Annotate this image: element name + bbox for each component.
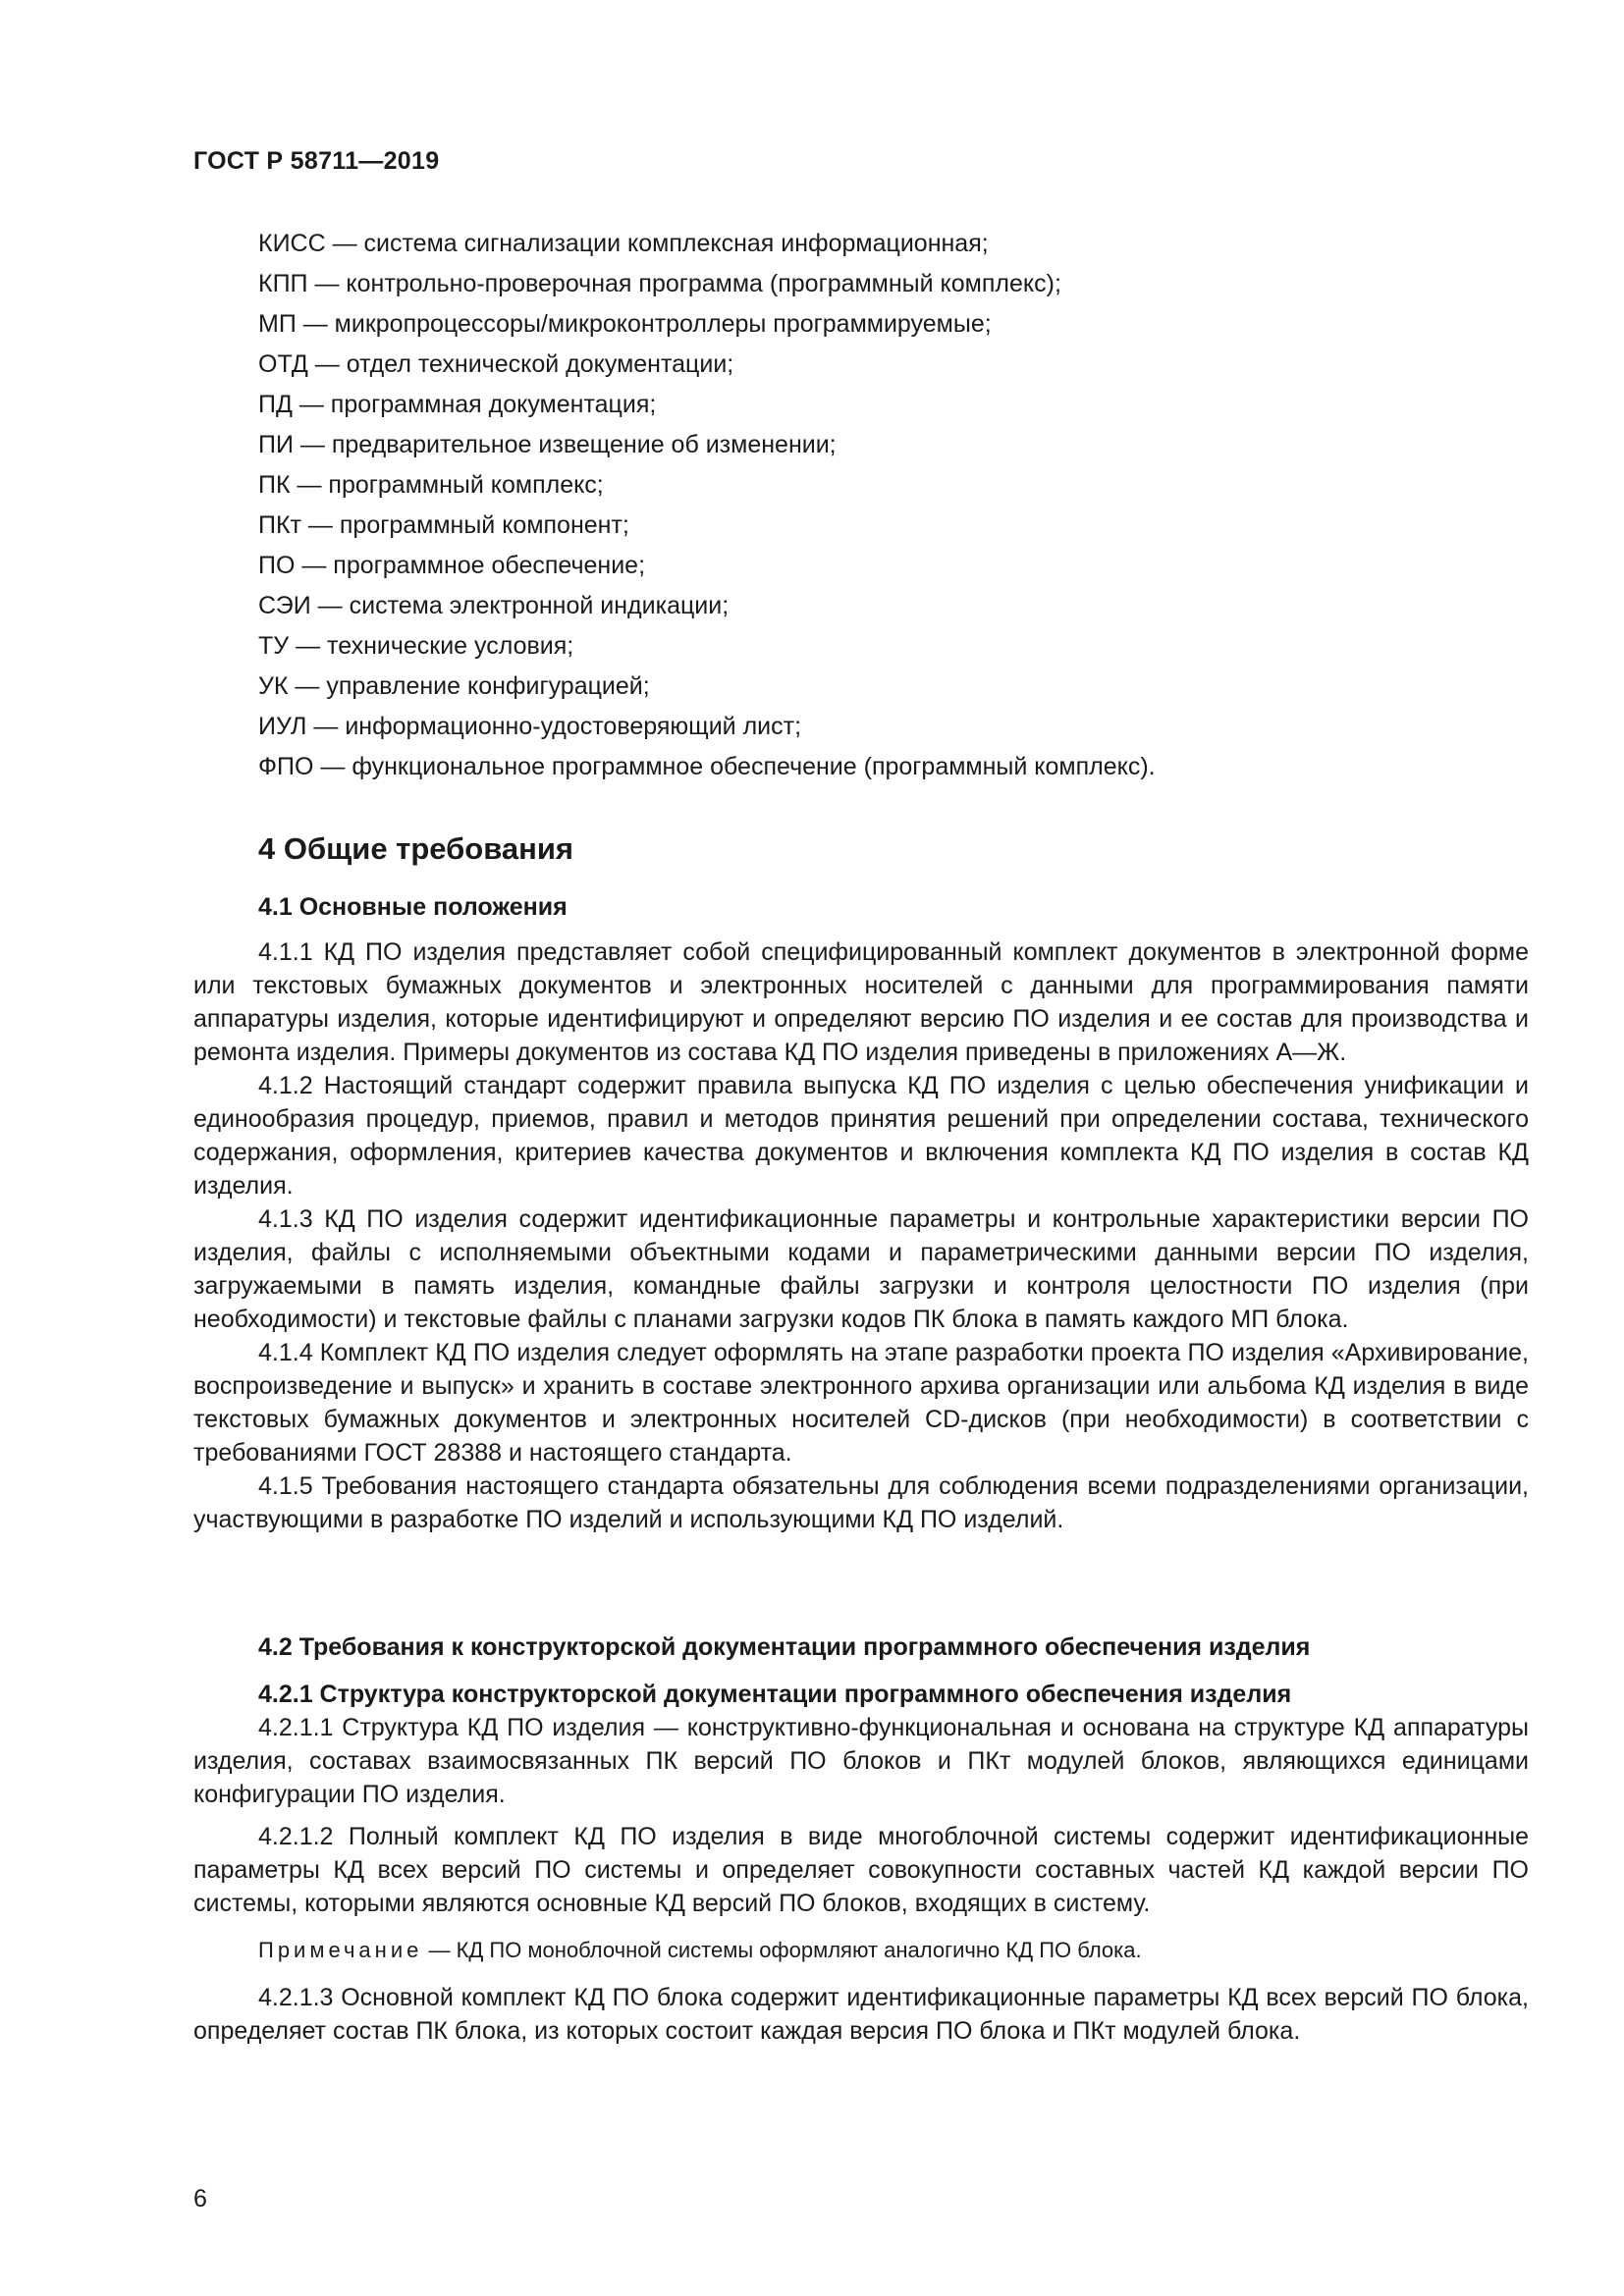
list-item: УК — управление конфигурацией; [258, 672, 650, 700]
paragraph-4-2-1-3: 4.2.1.3 Основной комплект КД ПО блока содержит идентификационные параметры КД всех версий ПО блока, определяет состав ПК блока, из которых состоит каждая версия ПО блока и ПКт модулей блока. [193, 1984, 1529, 2045]
list-item: ПД — программная документация; [258, 391, 657, 418]
section-4-2 [193, 1630, 1529, 2048]
list-item: КИСС — система сигнализации комплексная информационная; [258, 230, 989, 257]
paragraph-4-2-1-1: 4.2.1.1 Структура КД ПО изделия — конструктивно-функциональная и основана на структуре КД аппаратуры изделия, составах взаимосвязанных ПК версий ПО блоков и ПКт модулей блоков, являющихся единицами конфигурации ПО изделия. [193, 1714, 1529, 1808]
note [193, 1934, 1529, 1967]
section-4-heading: 4 Общие требования [258, 831, 573, 866]
list-item: ТУ — технические условия; [258, 632, 574, 660]
paragraph-4-2-1-2: 4.2.1.2 Полный комплект КД ПО изделия в виде многоблочной системы содержит идентификационные параметры КД всех версий ПО системы и определяет совокупности составных частей КД каждой версии ПО системы, которыми являются основные КД версий ПО блоков, входящих в систему. [193, 1823, 1529, 1917]
list-item: КПП — контрольно-проверочная программа (программный комплекс); [258, 270, 1061, 297]
paragraph-4-1-2: 4.1.2 Настоящий стандарт содержит правила выпуска КД ПО изделия с целью обеспечения унификации и единообразия процедур, приемов, правил и методов принятия решений при определении состава, технического содержания, оформления, критериев качества документов и включения комплекта КД ПО изделия в состав КД изделия. [193, 1072, 1529, 1200]
note-text: — КД ПО моноблочной системы оформляют аналогично КД ПО блока. [422, 1938, 1142, 1962]
note-label: Примечание [258, 1938, 423, 1962]
list-item: ПО — программное обеспечение; [258, 552, 646, 579]
paragraph-4-1-3: 4.1.3 КД ПО изделия содержит идентификационные параметры и контрольные характеристики версии ПО изделия, файлы с исполняемыми объектными кодами и параметрическими данными версии ПО изделия, загружаемыми в память изделия, командные файлы загрузки и контроля целостности ПО изделия (при необходимости) и текстовые файлы с планами загрузки кодов ПК блока в память каждого МП блока. [193, 1205, 1529, 1333]
subsection-4-2-1-heading: 4.2.1 Структура конструкторской документации программного обеспечения изделия [258, 1681, 1292, 1708]
subsection-4-2-heading: 4.2 Требования к конструкторской документации программного обеспечения изделия [258, 1633, 1311, 1661]
list-item: ПКт — программный компонент; [258, 511, 629, 539]
list-item: ИУЛ — информационно-удостоверяющий лист; [258, 713, 802, 740]
document-code-header: ГОСТ Р 58711—2019 [193, 147, 440, 175]
page-number: 6 [193, 2185, 207, 2213]
paragraph-4-1-4: 4.1.4 Комплект КД ПО изделия следует оформлять на этапе разработки проекта ПО изделия «Архивирование, воспроизведение и выпуск» и хранить в составе электронного архива организации или альбома КД изделия в виде текстовых бумажных документов и электронных носителей CD-дисков (при необходимости) в соответствии с требованиями ГОСТ 28388 и настоящего стандарта. [193, 1339, 1529, 1467]
list-item: ОТД — отдел технической документации; [258, 350, 734, 378]
abbreviations-list [258, 224, 1535, 787]
list-item: МП — микропроцессоры/микроконтроллеры программируемые; [258, 310, 992, 338]
paragraph-4-1-5: 4.1.5 Требования настоящего стандарта обязательны для соблюдения всеми подразделениями организации, участвующими в разработке ПО изделий и использующими КД ПО изделий. [193, 1472, 1529, 1533]
list-item: СЭИ — система электронной индикации; [258, 592, 730, 619]
list-item: ПК — программный комплекс; [258, 471, 604, 499]
subsection-4-1-heading: 4.1 Основные положения [258, 893, 568, 921]
section-4-1 [193, 890, 1529, 1536]
list-item: ФПО — функциональное программное обеспечение (программный комплекс). [258, 753, 1156, 780]
paragraph-4-1-1: 4.1.1 КД ПО изделия представляет собой специфицированный комплект документов в электронной форме или текстовых бумажных документов и электронных носителей с данными для программирования памяти аппаратуры изделия, которые идентифицируют и определяют версию ПО изделия и ее состав для производства и ремонта изделия. Примеры документов из состава КД ПО изделия приведены в приложениях А—Ж. [193, 938, 1529, 1066]
list-item: ПИ — предварительное извещение об изменении; [258, 431, 837, 458]
